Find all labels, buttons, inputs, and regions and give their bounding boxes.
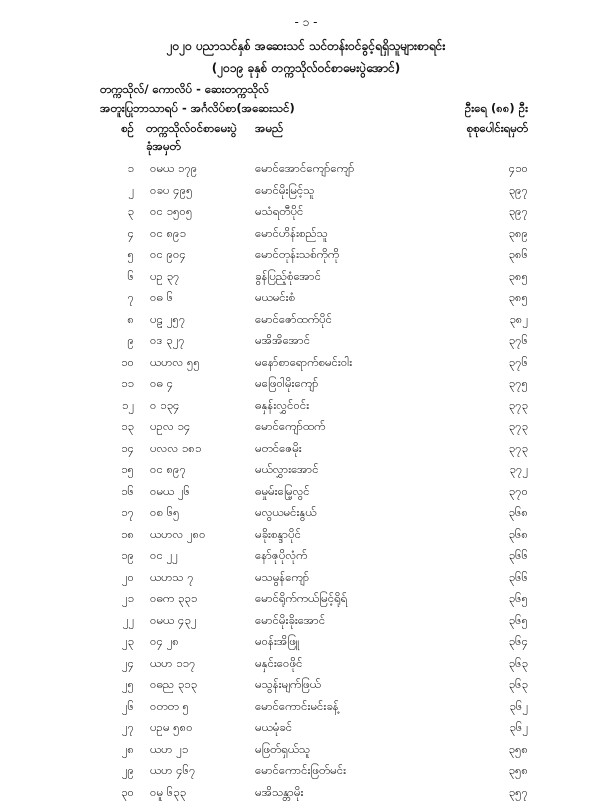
student-name: မောင်မိုးမြင့်သူ [255,183,314,200]
student-name: မဖြတ်ရှယ်သူ [255,742,310,759]
total-score: ၃၈၅ [438,269,528,286]
row-number: ၂၆ [100,699,134,716]
table-row [0,395,612,417]
roll-number: ပဥ ၃၇ [150,269,180,286]
row-number: ၁၁ [100,376,134,393]
roll-number: ဝင ၈၉၇ [150,462,186,479]
row-number: ၈ [100,312,134,329]
table-row [0,502,612,524]
student-name: မသွန်းမျက်ဖြယ် [255,677,321,694]
student-name: မောင်ဇော်ထက်ပိုင် [255,312,332,329]
row-number: ၂၉ [100,763,134,780]
student-name: မအိအိအောင် [255,333,310,350]
row-number: ၁၂ [100,398,134,415]
roll-number: ဝမူ ၆၃၃ [150,785,186,802]
row-number: ၄ [100,226,134,243]
student-name: မောင်ကောင်းမင်းခန့် [255,699,339,716]
table-row [0,567,612,589]
total-score: ၃၅၇ [438,785,528,802]
table-row [0,287,612,309]
total-score: ၃၅၈ [438,742,528,759]
student-name: မောင်အောင်ကျော်ကျော် [255,161,354,178]
roll-number: ယဟ ၄၆၇ [150,763,195,780]
table-row [0,158,612,180]
student-name: မသမွန်ကျော် [255,570,309,587]
student-name: မောင်ကျော်ထက် [255,419,325,436]
total-score: ၃၆၃ [438,677,528,694]
header-roll: တက္ကသိုလ်ဝင်စာမေးပွဲ [146,121,237,138]
total-score: ၃၈၅ [438,290,528,307]
roll-number: ဝင ၉၀၄ [150,247,186,264]
roll-number: ယဟသ ၇ [150,570,194,587]
student-name: မဝန်းအိဖြူ [255,634,299,651]
row-number: ၁၀ [100,355,134,372]
table-row [0,223,612,245]
student-name: မောင်ဟိန်းစည်သူ [255,226,328,243]
student-name: မယ်လွှားအောင် [255,462,319,479]
total-score: ၃၆၈ [438,505,528,522]
row-number: ၁၃ [100,419,134,436]
table-row [0,459,612,481]
total-score: ၃၈၆ [438,247,528,264]
total-score: ၃၇၂ [438,462,528,479]
student-name: မလွယမင်းနွယ် [255,505,317,522]
header-score: စုစုပေါင်းရမှတ် [438,121,528,138]
table-row [0,610,612,632]
page-number: - ၁ - [0,14,612,32]
student-name: မခိုးစန္ဒာပိုင် [255,527,301,544]
student-name: ခွန်ပြည့်စုံအောင် [255,269,321,286]
row-number: ၆ [100,269,134,286]
total-score: ၃၅၈ [438,763,528,780]
roll-number: ယဟ ၁၁၇ [150,656,195,673]
roll-number: ပဥလ ၁၄ [150,419,190,436]
roll-number: ဝင ၈၉၁ [150,226,186,243]
row-number: ၂၃ [100,634,134,651]
total-score: ၃၆၄ [438,634,528,651]
total-score: ၃၇၆ [438,355,528,372]
table-row [0,416,612,438]
row-number: ၂ [100,183,134,200]
total-score: ၃၇၃ [438,419,528,436]
roll-number: ဝ ၁၃၄ [150,398,180,415]
roll-number: ဝဒ ၃၂၇ [150,333,185,350]
table-row [0,545,612,567]
table-row [0,309,612,331]
table-row [0,481,612,503]
student-name: မနော်စာရောက်စမင်းဝါး [255,355,352,372]
student-name: မောင်တုန်းသစ်ကိုကို [255,247,339,264]
roll-number: ဝင ၁၅၀၅ [150,204,192,221]
total-score: ၃၆၂ [438,720,528,737]
table-row [0,588,612,610]
row-number: ၃ [100,204,134,221]
table-row [0,438,612,460]
student-name: မအိသန္တာမိုး [255,785,303,802]
roll-number: ဝမယ ၂၆ [150,484,190,501]
row-number: ၇ [100,290,134,307]
student-name: မောင်ကောင်းဖြတ်မင်း [255,763,346,780]
total-score: ၃၉၇ [438,204,528,221]
roll-number: ယဟ ၂၁ [150,742,188,759]
table-row [0,674,612,696]
roll-number: ပလလ ၁၈၁ [150,441,201,458]
university-line: တက္ကသိုလ်/ ကောလိပ် - ဆေးတက္ကသိုလ် [100,82,269,99]
row-number: ၂၅ [100,677,134,694]
roll-number: ယဟလ ၂၈၀ [150,527,206,544]
roll-number: ဝဓ ၆ [150,290,173,307]
table-row [0,352,612,374]
total-score: ၃၈၉ [438,226,528,243]
row-number: ၂၄ [100,656,134,673]
header-no: စဉ် [100,121,134,138]
row-number: ၂၀ [100,570,134,587]
total-score: ၃၆၂ [438,699,528,716]
roll-number: ပဥမ ၅၈၀ [150,720,193,737]
row-number: ၁၈ [100,527,134,544]
roll-number: ဝခပ ၄၉၅ [150,183,193,200]
total-score: ၃၆၈ [438,527,528,544]
student-name: မယမင်းစံ [255,290,295,307]
table-row [0,696,612,718]
total-score: ၃၆၆ [438,570,528,587]
table-row [0,739,612,761]
student-name: နော်ဇုပိုလုံက် [255,548,307,565]
row-number: ၂၇ [100,720,134,737]
row-number: ၃၀ [100,785,134,802]
table-row [0,653,612,675]
table-row [0,330,612,352]
row-number: ၁၆ [100,484,134,501]
results-table [0,158,612,803]
document-subtitle: (၂၀၁၉ ခုနှစ် တက္ကသိုလ်ဝင်စာမေးပွဲအောင်) [0,60,612,78]
table-row [0,760,612,782]
table-row [0,201,612,223]
student-name: ဓနှန်းလွှင်ဝင်း [255,398,309,415]
row-number: ၂၈ [100,742,134,759]
student-name: မောင်ရိုက်ကယ်မြင့်ရိုရ် [255,591,347,608]
total-score: ၃၇၀ [438,484,528,501]
table-row [0,373,612,395]
total-score: ၃၇၃ [438,398,528,415]
table-row [0,244,612,266]
roll-number: ပဠ ၂၅၇ [150,312,185,329]
total-score: ၃၆၆ [438,548,528,565]
total-score: ၃၆၃ [438,656,528,673]
total-score: ၃၉၇ [438,183,528,200]
student-name: မသံရတီပိုင် [255,204,303,221]
total-score: ၃၆၅ [438,613,528,630]
table-row [0,717,612,739]
roll-number: ဝမယ ၄၃၂ [150,613,196,630]
roll-number: ဝဓည ၃၁၃ [150,677,197,694]
table-row [0,266,612,288]
roll-number: ဝဓ ၄ [150,376,173,393]
row-number: ၁၉ [100,548,134,565]
roll-number: ယဟလ ၅၅ [150,355,200,372]
row-number: ၁ [100,161,134,178]
roll-number: ဝ၄ ၂၈ [150,634,179,651]
row-number: ၅ [100,247,134,264]
student-name: မနှင်းဝေဖိုင် [255,656,302,673]
total-score: ၃၇၃ [438,441,528,458]
roll-number: ဝတတ ၅ [150,699,189,716]
table-row [0,782,612,803]
total-score: ၃၈၂ [438,312,528,329]
row-number: ၁၅ [100,462,134,479]
row-number: ၂၂ [100,613,134,630]
row-number: ၁၄ [100,441,134,458]
student-name: မယမုံခင် [255,720,292,737]
total-score: ၃၇၆ [438,333,528,350]
table-row [0,524,612,546]
table-row [0,180,612,202]
roll-number: ဝစ ၆၅ [150,505,180,522]
total-score: ၃၆၅ [438,591,528,608]
row-number: ၁၇ [100,505,134,522]
row-number: ၂၁ [100,591,134,608]
total-score: ၃၇၅ [438,376,528,393]
subject-line: အတူးပြုဘာသာရပ် - အင်္ဂလိပ်စာ(အဆေးသင်) [100,101,295,118]
student-name: မတင်ဇေမိုး [255,441,302,458]
total-count: ဦးရေ (၈၈) ဦး [438,101,528,118]
roll-number: ဝဓက ၃၃၁ [150,591,197,608]
document-title: ၂၀၂၀ ပညာသင်နှစ် အဆေးသင် သင်တန်းဝင်ခွင့်ရရှိသူများစာရင်း [0,38,612,56]
table-row [0,631,612,653]
student-name: မဖြေဝါမိုးကျော် [255,376,319,393]
roll-number: ဝင ၂၂ [150,548,178,565]
roll-number: ဝမယ ၁၇၉ [150,161,197,178]
student-name: ဓမှုမ်းမြေ့လွင် [255,484,310,501]
total-score: ၄၁၀ [438,161,528,178]
header-name: အမည် [255,121,283,138]
student-name: မောင်မိုးခိုးအောင် [255,613,325,630]
row-number: ၉ [100,333,134,350]
header-roll-sub: ခုံအမှတ် [146,139,181,156]
